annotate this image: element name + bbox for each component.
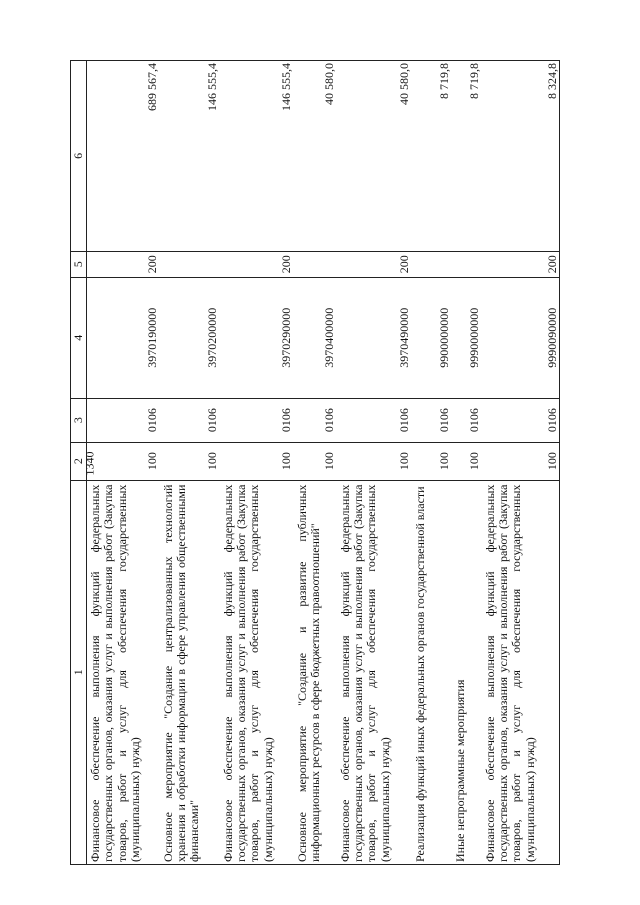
row-section: 0106 [452, 398, 482, 442]
table-row [337, 61, 412, 865]
table-row [160, 61, 220, 865]
col-header-4: 4 [71, 277, 87, 398]
row-section: 0106 [482, 398, 560, 442]
row-section: 0106 [220, 398, 294, 442]
row-target: 9990090000 [482, 277, 560, 398]
row-name: Реализация функций иных федеральных органов государственной власти [412, 480, 452, 864]
col-header-2: 2 [71, 442, 87, 480]
row-type: 200 [337, 251, 412, 277]
row-amount: 8 719,8 [412, 61, 452, 252]
row-target: 3970290000 [220, 277, 294, 398]
col-header-1: 1 [71, 480, 87, 864]
row-code: 100 [452, 442, 482, 480]
row-type: 200 [482, 251, 560, 277]
row-target: 9990000000 [452, 277, 482, 398]
row-code: 100 [337, 442, 412, 480]
table-row [220, 61, 294, 865]
budget-table [70, 60, 560, 865]
row-type [452, 251, 482, 277]
rotated-page [70, 60, 590, 865]
row-section: 0106 [337, 398, 412, 442]
row-type [412, 251, 452, 277]
table-row [412, 61, 452, 865]
row-amount: 146 555,4 [220, 61, 294, 252]
row-type: 200 [220, 251, 294, 277]
row-target: 9900000000 [412, 277, 452, 398]
row-target: 3970490000 [337, 277, 412, 398]
table-row [294, 61, 337, 865]
row-amount: 8 719,8 [452, 61, 482, 252]
row-code: 100 [87, 442, 160, 480]
row-name: Финансовое обеспечение выполнения функций федеральных государственных органов, оказания услуг и выполнения работ (Закупка товаров, работ и услуг для обеспечения государственных (муниципальных) нужд) [337, 480, 412, 864]
row-target: 3970190000 [87, 277, 160, 398]
row-section: 0106 [160, 398, 220, 442]
col-header-3: 3 [71, 398, 87, 442]
header-row [71, 61, 87, 865]
row-name: Финансовое обеспечение выполнения функций федеральных государственных органов, оказания услуг и выполнения работ (Закупка товаров, работ и услуг для обеспечения государственных (муниципальных) нужд) [87, 480, 160, 864]
row-amount: 40 580,0 [337, 61, 412, 252]
row-name: Основное мероприятие "Создание централизованных технологий хранения и обработки информации в сфере управления общественными финансами" [160, 480, 220, 864]
row-type [160, 251, 220, 277]
row-amount: 8 324,8 [482, 61, 560, 252]
row-amount: 40 580,0 [294, 61, 337, 252]
table-row [482, 61, 560, 865]
row-code: 100 [294, 442, 337, 480]
col-header-5: 5 [71, 251, 87, 277]
row-code: 100 [220, 442, 294, 480]
col-header-6: 6 [71, 61, 87, 252]
row-code: 100 [160, 442, 220, 480]
row-section: 0106 [87, 398, 160, 442]
row-name: Финансовое обеспечение выполнения функций федеральных государственных органов, оказания услуг и выполнения работ (Закупка товаров, работ и услуг для обеспечения государственных (муниципальных) нужд) [220, 480, 294, 864]
page-number: 1340 [82, 451, 97, 476]
row-target: 3970400000 [294, 277, 337, 398]
table-row [87, 61, 160, 865]
row-section: 0106 [412, 398, 452, 442]
row-type: 200 [87, 251, 160, 277]
row-amount: 146 555,4 [160, 61, 220, 252]
row-type [294, 251, 337, 277]
row-code: 100 [412, 442, 452, 480]
row-target: 3970200000 [160, 277, 220, 398]
row-name: Финансовое обеспечение выполнения функций федеральных государственных органов, оказания услуг и выполнения работ (Закупка товаров, работ и услуг для обеспечения государственных (муниципальных) нужд) [482, 480, 560, 864]
row-amount: 689 567,4 [87, 61, 160, 252]
row-name: Основное мероприятие "Создание и развитие публичных информационных ресурсов в сфере бюджетных правоотношений" [294, 480, 337, 864]
row-section: 0106 [294, 398, 337, 442]
row-code: 100 [482, 442, 560, 480]
table-row [452, 61, 482, 865]
row-name: Иные непрограммные мероприятия [452, 480, 482, 864]
